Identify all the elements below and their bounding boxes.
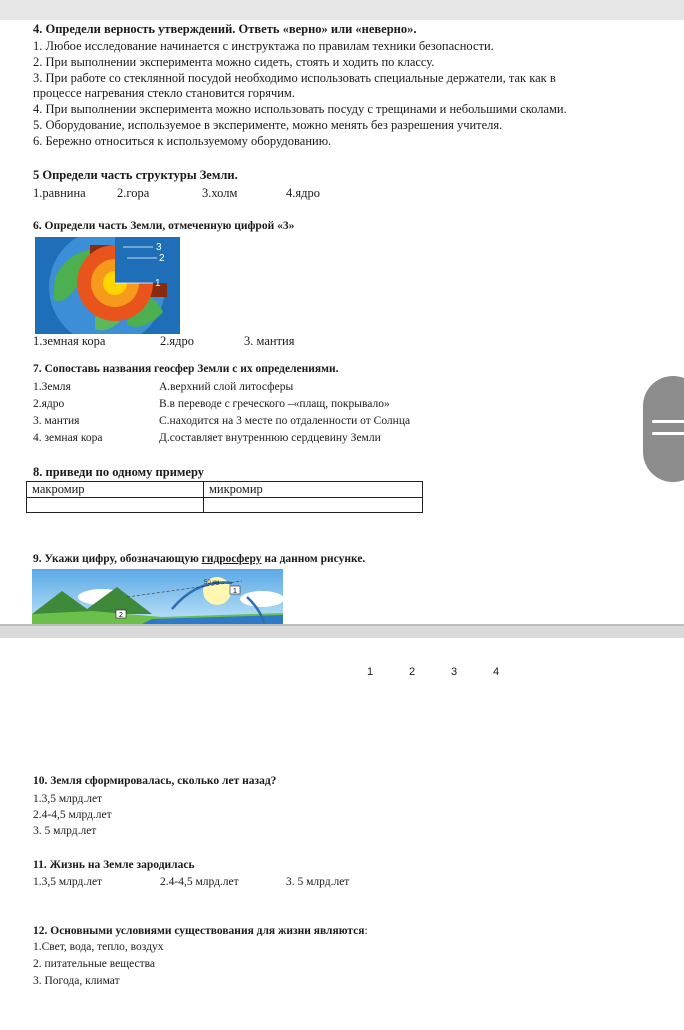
page-gap xyxy=(0,626,684,638)
q12-option-1: 1.Свет, вода, тепло, воздух xyxy=(33,941,164,953)
handle-bar-top xyxy=(652,420,684,423)
q12-option-2: 2. питательные вещества xyxy=(33,958,155,970)
examples-table xyxy=(26,481,423,513)
question-11-title: 11. Жизнь на Земле зародилась xyxy=(33,859,195,871)
q4-statement-3-cont: процессе нагревания стекло становится горячим. xyxy=(33,86,295,100)
figure-label-1: 1 xyxy=(233,588,237,595)
figure-label-2: 2 xyxy=(119,612,123,619)
question-9-title xyxy=(33,553,365,565)
q4-statement-6: 6. Бережно относиться к используемому оборудованию. xyxy=(33,134,332,148)
q4-statement-4: 4. При выполнении эксперимента можно использовать посуду с трещинами и небольшими сколами. xyxy=(33,102,567,116)
q7-left-3: 3. мантия xyxy=(33,415,80,427)
q7-right-d: Д.составляет внутреннюю сердцевину Земли xyxy=(159,432,381,444)
q10-option-2: 2.4-4,5 млрд.лет xyxy=(33,809,112,821)
answer-cell-micro[interactable] xyxy=(204,498,423,513)
q7-right-b: В.в переводе с греческого –«плащ, покрывало» xyxy=(159,398,390,410)
q9-number-2: 2 xyxy=(409,666,416,678)
question-5-title: 5 Определи часть структуры Земли. xyxy=(33,168,238,182)
q9-title-hydrosphere: гидросферу xyxy=(201,553,262,565)
q6-option-2: 2.ядро xyxy=(160,334,194,348)
q4-statement-3: 3. При работе со стеклянной посудой необходимо использовать специальные держатели, так как в xyxy=(33,71,556,85)
q4-statement-5: 5. Оборудование, используемое в эксперименте, можно менять без разрешения учителя. xyxy=(33,118,503,132)
side-scroll-handle[interactable] xyxy=(643,376,684,482)
q12-title-colon: : xyxy=(364,925,368,937)
question-7-title: 7. Сопоставь названия геосфер Земли с их определениями. xyxy=(33,363,339,375)
header-macro: макромир xyxy=(27,482,204,498)
q5-option-2: 2.гора xyxy=(117,186,150,200)
q11-option-1: 1.3,5 млрд.лет xyxy=(33,876,103,888)
figure-label-1: 1 xyxy=(155,278,161,289)
q9-number-1: 1 xyxy=(367,666,374,678)
earth-structure-figure xyxy=(35,237,180,334)
question-12-title xyxy=(33,925,368,937)
figure-label-2: 2 xyxy=(159,253,165,264)
q4-statement-1: 1. Любое исследование начинается с инструктажа по правилам техники безопасности. xyxy=(33,39,494,53)
q12-title-text: 12. Основными условиями существования для жизни являются xyxy=(33,925,365,937)
q9-number-4: 4 xyxy=(493,666,500,678)
q7-left-1: 1.Земля xyxy=(33,381,71,393)
question-10-title: 10. Земля сформировалась, сколько лет назад? xyxy=(33,775,277,787)
q10-option-1: 1.3,5 млрд.лет xyxy=(33,793,103,805)
header-micro: микромир xyxy=(204,482,423,498)
q6-option-1: 1.земная кора xyxy=(33,334,106,348)
q11-option-3: 3. 5 млрд.лет xyxy=(286,876,350,888)
q9-title-part-2: на данном рисунке. xyxy=(261,553,366,565)
q9-number-3: 3 xyxy=(451,666,458,678)
question-8-title: 8. приведи по одному примеру xyxy=(33,465,204,479)
question-4-title: 4. Определи верность утверждений. Ответь «верно» или «неверно». xyxy=(33,22,417,36)
q7-left-4: 4. земная кора xyxy=(33,432,103,444)
water-cycle-figure xyxy=(32,569,283,624)
figure-label-50km: 50 км xyxy=(204,580,220,586)
q7-left-2: 2.ядро xyxy=(33,398,65,410)
q5-option-1: 1.равнина xyxy=(33,186,86,200)
answer-cell-macro[interactable] xyxy=(27,498,204,513)
q5-option-4: 4.ядро xyxy=(286,186,320,200)
q10-option-3: 3. 5 млрд.лет xyxy=(33,825,97,837)
question-6-title: 6. Определи часть Земли, отмеченную цифрой «3» xyxy=(33,220,295,232)
q9-title-part-1: 9. Укажи цифру, обозначающую xyxy=(33,553,202,565)
q5-option-3: 3.холм xyxy=(202,186,238,200)
q4-statement-2: 2. При выполнении эксперимента можно сидеть, стоять и ходить по классу. xyxy=(33,55,435,69)
viewer-top-bar xyxy=(0,0,684,20)
q7-right-a: А.верхний слой литосферы xyxy=(159,381,294,393)
q6-option-3: 3. мантия xyxy=(244,334,295,348)
q7-right-c: С.находится на 3 месте по отдаленности от Солнца xyxy=(159,415,411,427)
handle-bar-bottom xyxy=(652,432,684,435)
figure-label-3: 3 xyxy=(156,242,162,253)
q12-option-3: 3. Погода, климат xyxy=(33,975,120,987)
q11-option-2: 2.4-4,5 млрд.лет xyxy=(160,876,239,888)
